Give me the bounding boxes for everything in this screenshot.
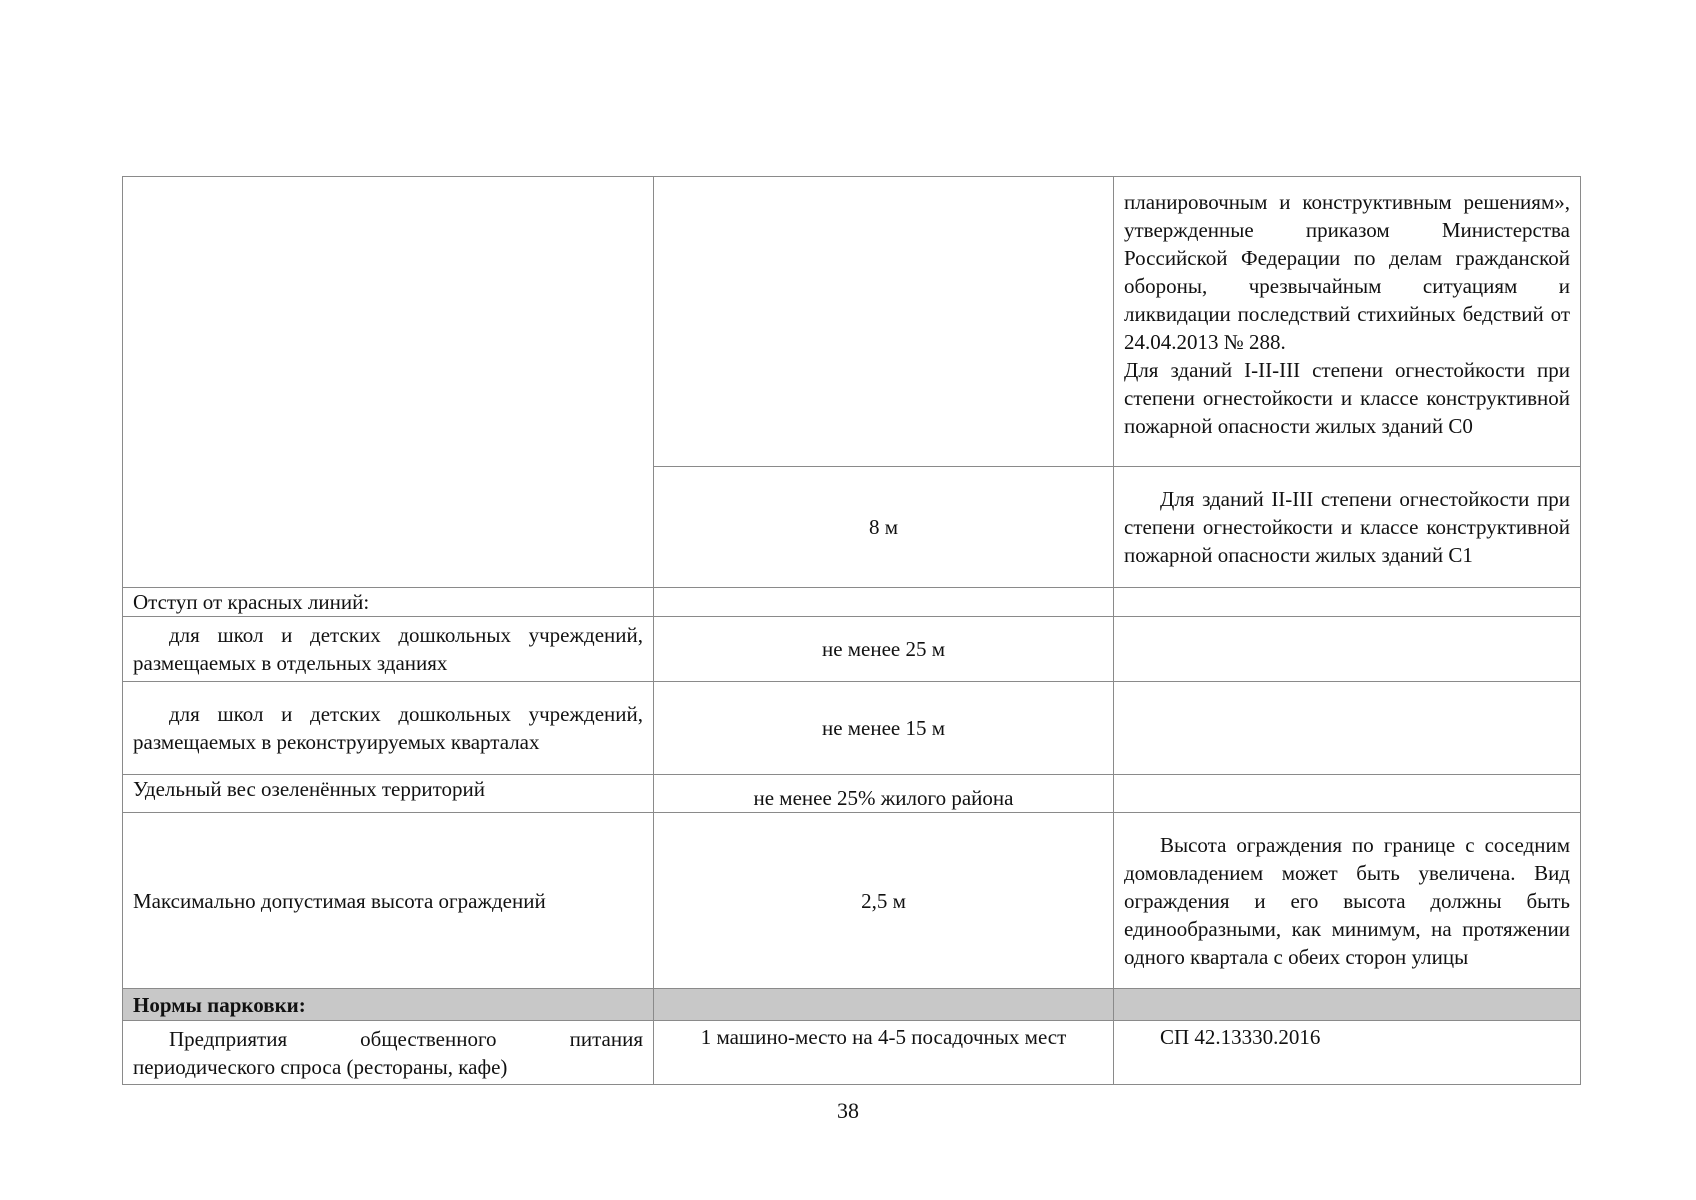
param-cell: Максимально допустимая высота ограждений (123, 813, 654, 989)
section-title: Нормы парковки: (123, 989, 654, 1021)
section-header-row (123, 989, 1581, 1021)
param-cell: Отступ от красных линий: (123, 588, 654, 617)
table-row (123, 682, 1581, 775)
note-cell-empty (1114, 775, 1581, 813)
table-row (123, 775, 1581, 813)
note-cell: Для зданий II-III степени огнестойкости при степени огнестойкости и классе конструктивной пожарной опасности жилых зданий С1 (1114, 467, 1581, 588)
table-row (123, 177, 1581, 467)
table-row (123, 588, 1581, 617)
value-cell: 2,5 м (654, 813, 1114, 989)
page-number: 38 (837, 1098, 859, 1123)
note-cell-empty (1114, 588, 1581, 617)
param-cell: Предприятия общественного питания периодического спроса (рестораны, кафе) (123, 1021, 654, 1085)
value-cell-empty (654, 177, 1114, 467)
note-cell-empty (1114, 989, 1581, 1021)
value-cell: 1 машино-место на 4-5 посадочных мест (654, 1021, 1114, 1085)
table-row (123, 1021, 1581, 1085)
note-paragraph: Для зданий I-II-III степени огнестойкости при степени огнестойкости и классе конструктивной пожарной опасности жилых зданий С0 (1124, 358, 1570, 438)
note-cell (1114, 177, 1581, 467)
param-cell-empty (123, 177, 654, 588)
param-cell: Удельный вес озеленённых территорий (123, 775, 654, 813)
value-cell: 8 м (654, 467, 1114, 588)
note-cell: Высота ограждения по границе с соседним домовладением может быть увеличена. Вид ограждения и его высота должны быть единообразными, как минимум, на протяжении одного квартала с обеих сторон улицы (1114, 813, 1581, 989)
note-cell: СП 42.13330.2016 (1114, 1021, 1581, 1085)
note-paragraph: планировочным и конструктивным решениям», утвержденные приказом Министерства Российской Федерации по делам гражданской обороны, чрезвычайным ситуациям и ликвидации последствий стихийных бедствий от 24.04.2013 № 288. (1124, 190, 1570, 354)
table-row (123, 813, 1581, 989)
value-cell-empty (654, 989, 1114, 1021)
note-cell-empty (1114, 617, 1581, 682)
regulations-table (122, 176, 1581, 1085)
param-cell: для школ и детских дошкольных учреждений, размещаемых в реконструируемых кварталах (123, 682, 654, 775)
value-cell: не менее 25% жилого района (654, 775, 1114, 813)
note-cell-empty (1114, 682, 1581, 775)
value-cell: не менее 25 м (654, 617, 1114, 682)
value-cell: не менее 15 м (654, 682, 1114, 775)
value-cell-empty (654, 588, 1114, 617)
param-cell: для школ и детских дошкольных учреждений, размещаемых в отдельных зданиях (123, 617, 654, 682)
table-row (123, 617, 1581, 682)
